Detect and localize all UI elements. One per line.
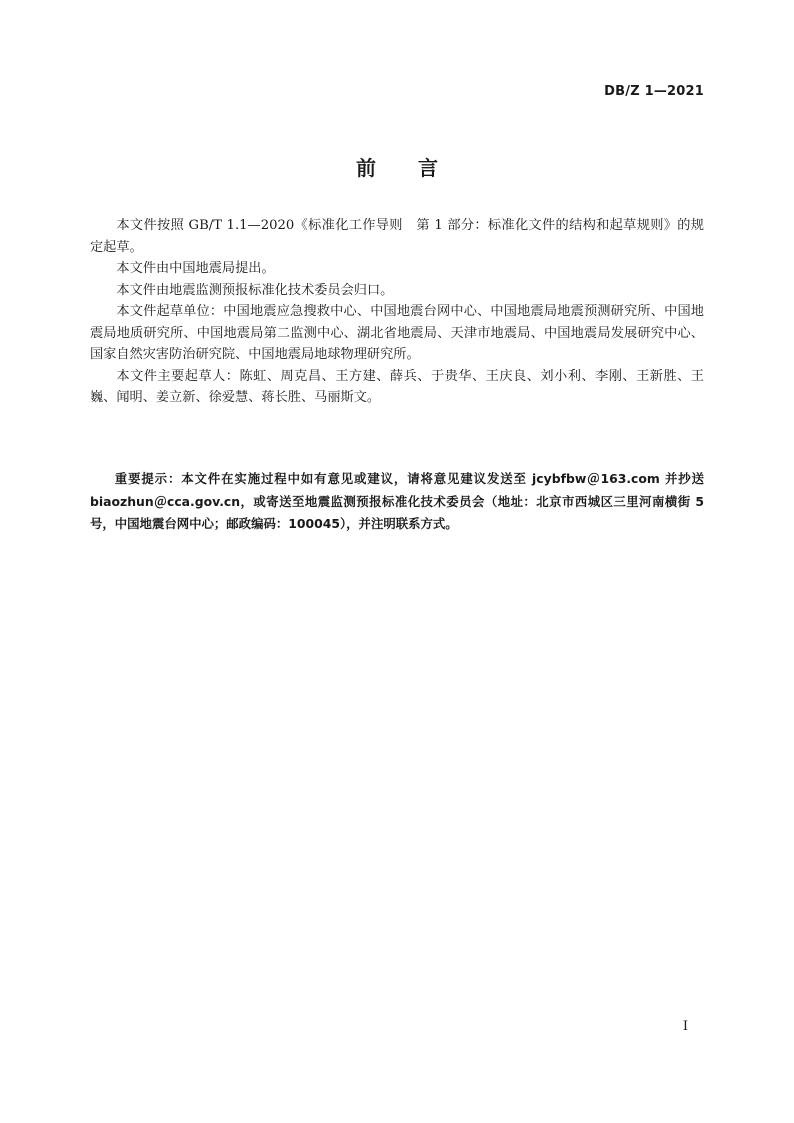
foreword-paragraph-drafting-basis: 本文件按照 GB/T 1.1—2020《标准化工作导则 第 1 部分：标准化文件的结构和起草规则》的规定起草。 xyxy=(90,218,704,255)
foreword-paragraph-committee: 本文件由地震监测预报标准化技术委员会归口。 xyxy=(116,282,394,298)
foreword-body xyxy=(90,215,704,409)
document-code: DB/Z 1—2021 xyxy=(604,84,704,99)
foreword-paragraph-proposer: 本文件由中国地震局提出。 xyxy=(116,261,275,276)
foreword-paragraph-drafting-units: 本文件起草单位：中国地震应急搜救中心、中国地震台网中心、中国地震局地震预测研究所、中国地震局地质研究所、中国地震局第二监测中心、湖北省地震局、天津市地震局、中国地震局发展研究中心、国家自然灾害防治研究院、中国地震局地球物理研究所。 xyxy=(90,304,704,362)
foreword-paragraph-drafters: 本文件主要起草人：陈虹、周克昌、王方建、薛兵、于贵华、王庆良、刘小利、李刚、王新胜、王巍、闻明、姜立新、徐爱慧、蒋长胜、马丽斯文。 xyxy=(90,368,704,405)
page-number: I xyxy=(682,1019,688,1034)
important-notice: 重要提示：本文件在实施过程中如有意见或建议，请将意见建议发送至 jcybfbw＠163.com 并抄送 biaozhun＠cca.gov.cn，或寄送至地震监测预报标准化技术委员会（地址：北京市西城区三里河南横街 5 号，中国地震台网中心；邮政编码：100045），并注明联系方式。 xyxy=(90,471,704,531)
page-title: 前言 xyxy=(356,156,480,180)
